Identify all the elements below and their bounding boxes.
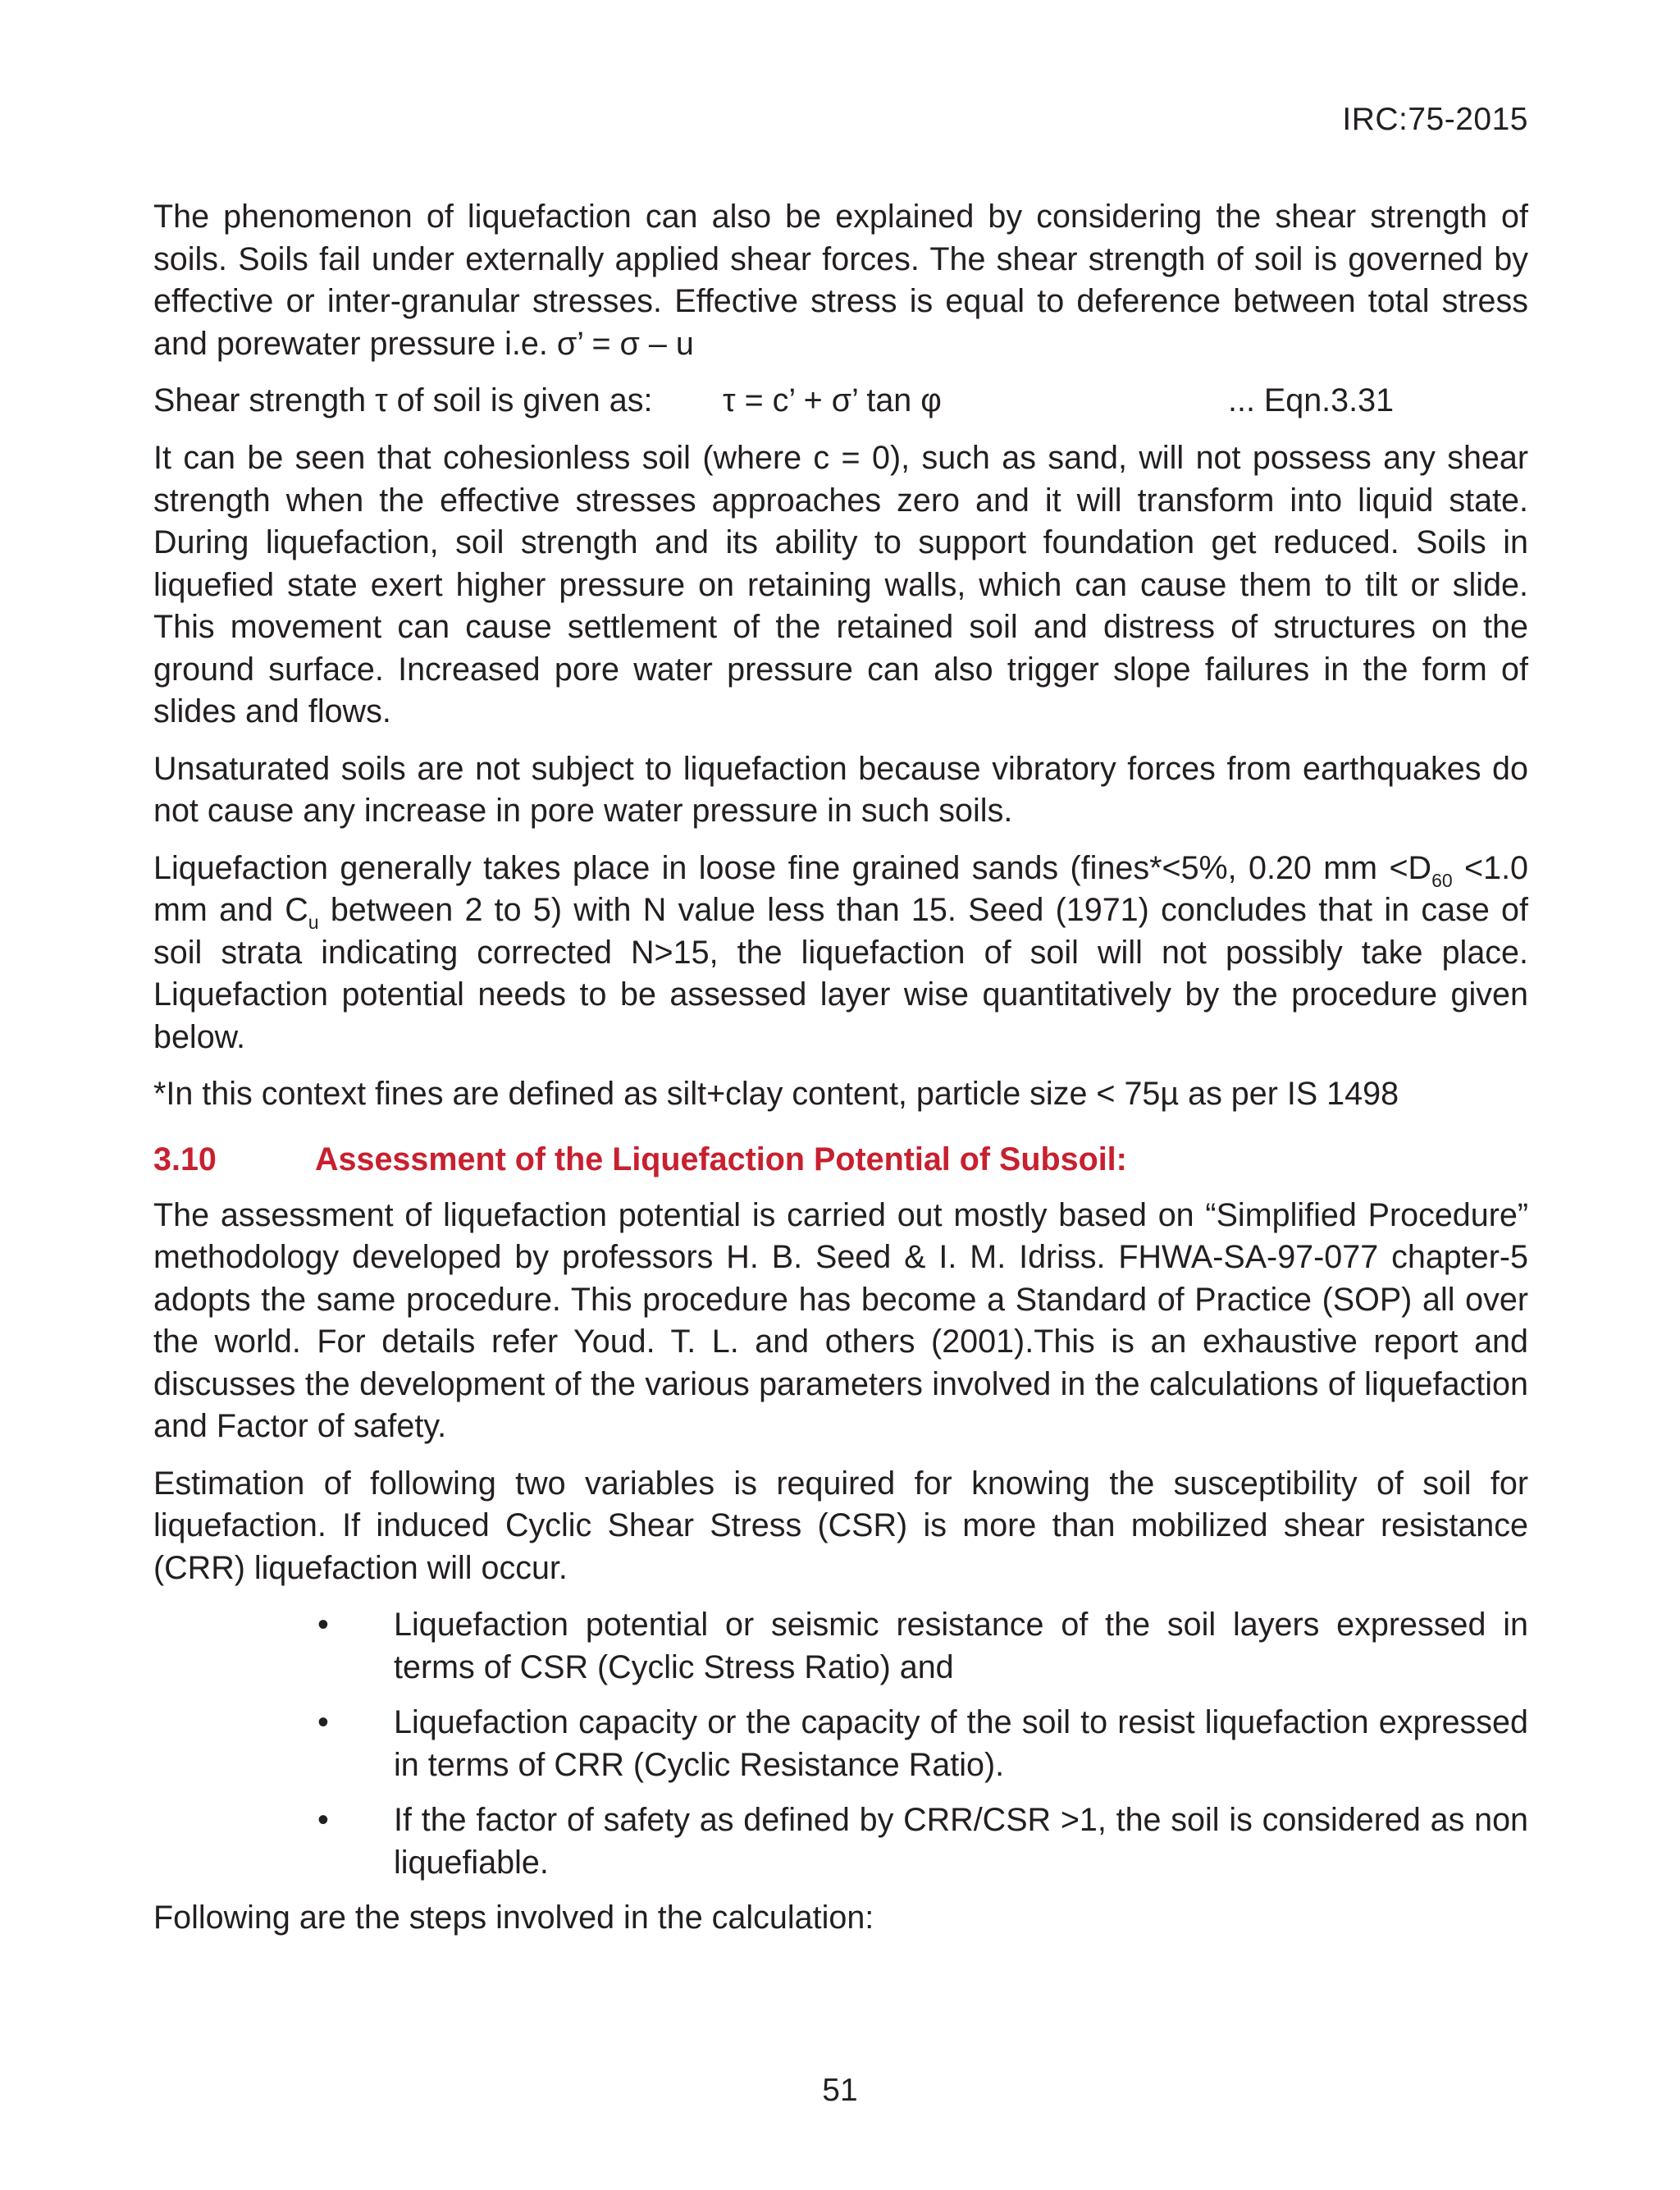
bullet-icon: • bbox=[317, 1704, 329, 1740]
bullet-icon: • bbox=[317, 1802, 329, 1838]
paragraph-cohesionless-soil: It can be seen that cohesionless soil (where c = 0), such as sand, will not possess any shear strength when the effective stresses approaches zero and it will transform into liquid state. During liquefaction, soil strength and its ability to support foundation get reduced. Soils in liquefied state exert higher pressure on retaining walls, which can cause them to tilt or slide. This movement can cause settlement of the retained soil and distress of structures on the ground surface. Increased pore water pressure can also trigger slope failures in the form of slides and flows. bbox=[153, 440, 1528, 729]
page-body bbox=[153, 196, 1528, 1955]
page-number: 51 bbox=[822, 2073, 858, 2108]
equation-label: Shear strength τ of soil is given as: bbox=[153, 382, 653, 418]
bullet-text: If the factor of safety as defined by CRR/CSR >1, the soil is considered as non liquefiable. bbox=[394, 1802, 1528, 1881]
paragraph-simplified-procedure: The assessment of liquefaction potential is carried out mostly based on “Simplified Procedure” methodology developed by professors H. B. Seed & I. M. Idriss. FHWA-SA-97-077 chapter-5 adopts the same procedure. This procedure has become a Standard of Practice (SOP) all over the world. For details refer Youd. T. L. and others (2001).This is an exhaustive report and discusses the development of the various parameters involved in the calculations of liquefaction and Factor of safety. bbox=[153, 1196, 1528, 1444]
list-item bbox=[153, 1604, 1528, 1689]
equation-line bbox=[153, 380, 1528, 423]
conditions-text-part3: between 2 to 5) with N value less than 15. Seed (1971) concludes that in case of soil strata indicating corrected N>15, the liquefaction of soil will not possibly take place. Liquefaction potential needs to be assessed layer wise quantitatively by the procedure given below. bbox=[153, 892, 1528, 1055]
footnote-fines-definition: *In this context fines are defined as silt+clay content, particle size < 75µ as per IS 1498 bbox=[153, 1076, 1399, 1112]
bullet-text: Liquefaction potential or seismic resistance of the soil layers expressed in terms of CSR (Cyclic Stress Ratio) and bbox=[394, 1607, 1528, 1685]
section-title: Assessment of the Liquefaction Potential of Subsoil: bbox=[315, 1141, 1127, 1177]
paragraph-shear-strength: The phenomenon of liquefaction can also be explained by considering the shear strength of soils. Soils fail under externally applied shear forces. The shear strength of soil is governed by effective or inter-granular stresses. Effective stress is equal to deference between total stress and porewater pressure i.e. σ’ = σ – u bbox=[153, 199, 1528, 362]
document-code-header: IRC:75-2015 bbox=[1342, 102, 1528, 137]
paragraph-steps-intro: Following are the steps involved in the calculation: bbox=[153, 1900, 874, 1936]
equation-reference: ... Eqn.3.31 bbox=[1228, 382, 1395, 418]
list-item bbox=[153, 1799, 1528, 1884]
paragraph-csr-crr: Estimation of following two variables is required for knowing the susceptibility of soil for liquefaction. If induced Cyclic Shear Stress (CSR) is more than mobilized shear resistance (CRR) liquefaction will occur. bbox=[153, 1465, 1528, 1586]
paragraph-liquefaction-conditions bbox=[153, 848, 1528, 1059]
conditions-text-part2: <1.0 mm and C bbox=[153, 849, 1529, 928]
equation-formula: τ = c’ + σ’ tan φ bbox=[723, 382, 942, 418]
list-item bbox=[153, 1702, 1528, 1786]
subscript-u: u bbox=[308, 912, 319, 933]
section-heading bbox=[153, 1139, 1528, 1182]
bullet-text: Liquefaction capacity or the capacity of the soil to resist liquefaction expressed in terms of CRR (Cyclic Resistance Ratio). bbox=[394, 1704, 1528, 1783]
section-number: 3.10 bbox=[153, 1141, 217, 1177]
subscript-60: 60 bbox=[1431, 869, 1453, 891]
bullet-list bbox=[153, 1604, 1528, 1884]
conditions-text-part1: Liquefaction generally takes place in loose fine grained sands (fines*<5%, 0.20 mm <D bbox=[153, 849, 1432, 886]
bullet-icon: • bbox=[317, 1607, 329, 1643]
paragraph-unsaturated-soils: Unsaturated soils are not subject to liquefaction because vibratory forces from earthquakes do not cause any increase in pore water pressure in such soils. bbox=[153, 750, 1528, 829]
